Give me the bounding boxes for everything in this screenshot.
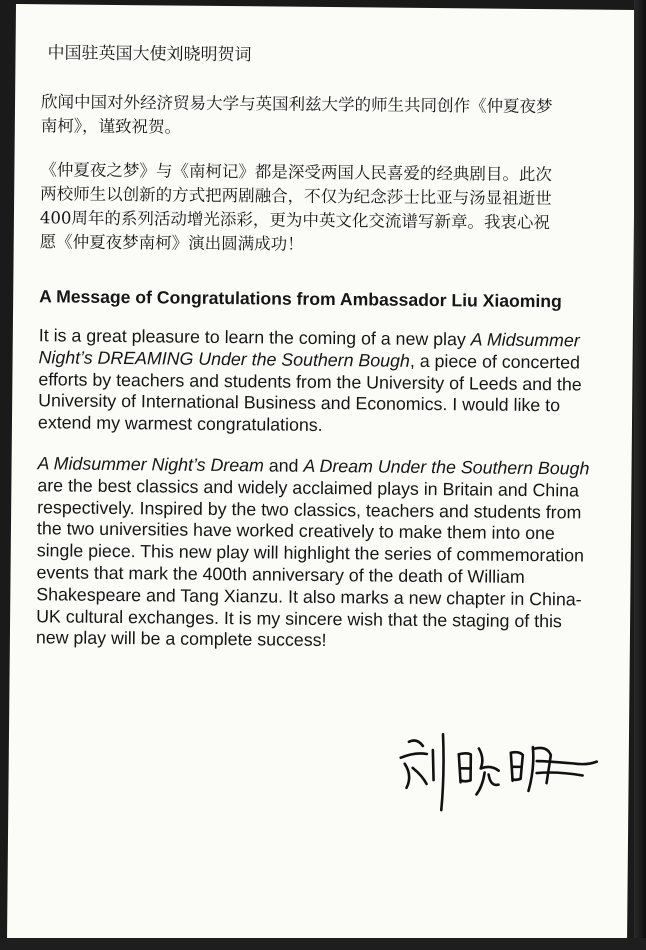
text-line: the two universities have worked creatively to make them into one bbox=[36, 518, 555, 544]
text-line: 愿《仲夏夜梦南柯》演出圆满成功！ bbox=[39, 232, 304, 254]
book-spine-edge bbox=[634, 0, 646, 950]
play-title-italic: A Midsummer Night’s Dream bbox=[37, 453, 264, 476]
text-line: 欣闻中国对外经济贸易大学与英国利兹大学的师生共同创作《仲夏夜梦 bbox=[40, 92, 553, 117]
english-title: A Message of Congratulations from Ambassador Liu Xiaoming bbox=[39, 286, 562, 312]
book-bottom-edge bbox=[0, 938, 646, 950]
text-span: , a piece of concerted bbox=[409, 350, 581, 373]
text-line: extend my warmest congratulations. bbox=[37, 412, 323, 436]
chinese-paragraph-1 bbox=[41, 90, 621, 144]
play-title-italic: A Midsummer bbox=[470, 329, 580, 351]
letter-content bbox=[36, 30, 622, 674]
text-line: single piece. This new play will highlight the series of commemoration bbox=[36, 540, 585, 566]
text-line: are the best classics and widely acclaimed plays in Britain and China bbox=[37, 475, 580, 501]
text-line: 400周年的系列活动增光添彩，更为中英文化交流谱写新章。我衷心祝 bbox=[39, 208, 551, 233]
text-span: It is a great pleasure to learn the coming of a new play bbox=[38, 325, 471, 350]
english-paragraph-1 bbox=[38, 325, 619, 440]
play-title-italic: Night’s DREAMING Under the Southern Bough bbox=[38, 347, 410, 371]
text-line: efforts by teachers and students from the University of Leeds and the bbox=[38, 368, 582, 395]
text-line: events that mark the 400th anniversary of the death of William bbox=[36, 562, 525, 587]
english-paragraph-2 bbox=[36, 453, 618, 655]
chinese-title: 中国驻英国大使刘晓明贺词 bbox=[47, 43, 252, 66]
text-line: UK cultural exchanges. It is my sincere wish that the staging of this bbox=[36, 605, 562, 631]
text-line: Shakespeare and Tang Xianzu. It also marks a new chapter in China- bbox=[36, 583, 582, 610]
signature-strokes bbox=[400, 734, 597, 812]
text-line: 两校师生以创新的方式把两剧融合，不仅为纪念莎士比亚与汤显祖逝世 bbox=[40, 184, 552, 209]
text-line: 南柯》，谨致祝贺。 bbox=[40, 116, 182, 137]
text-line: 《仲夏夜之梦》与《南柯记》都是深受两国人民喜爱的经典剧目。此次 bbox=[40, 160, 552, 185]
handwritten-signature bbox=[386, 724, 617, 816]
text-line: respectively. Inspired by the two classics, teachers and students from bbox=[37, 496, 582, 523]
play-title-italic: A Dream Under the Southern Bough bbox=[303, 455, 590, 479]
text-line: new play will be a complete success! bbox=[35, 627, 327, 651]
letter-page bbox=[7, 4, 636, 946]
text-span: and bbox=[263, 455, 304, 476]
chinese-paragraph-2 bbox=[40, 158, 621, 260]
text-line: University of International Business and Economics. I would like to bbox=[38, 390, 561, 416]
